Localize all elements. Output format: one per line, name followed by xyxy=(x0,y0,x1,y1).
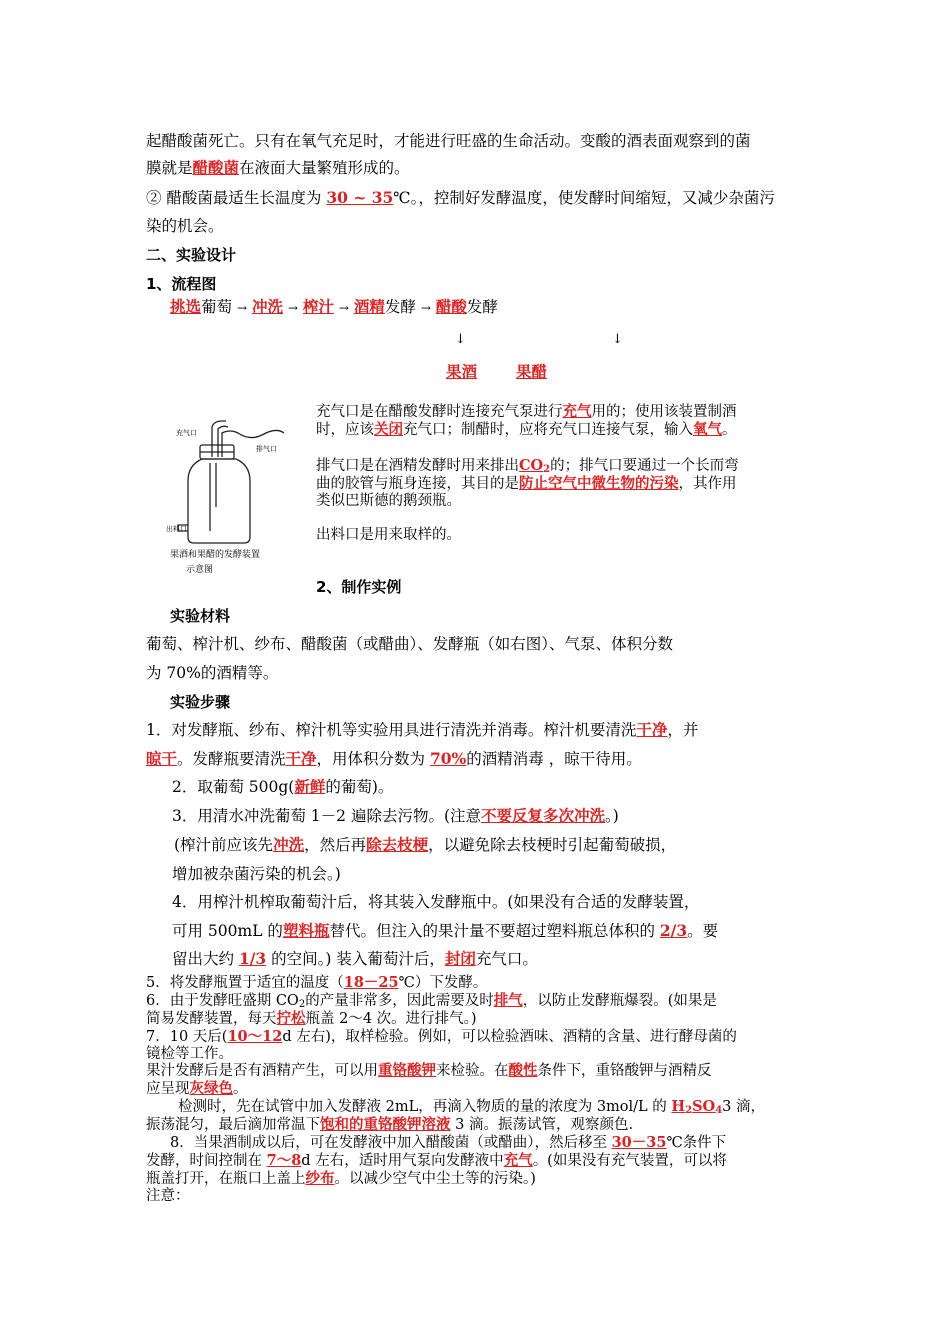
step-line: 3．用清水冲洗葡萄 1－2 遍除去污物。(注意不要反复多次冲洗。) xyxy=(172,806,619,825)
note-label: 注意： xyxy=(146,1188,190,1204)
para-line: 葡萄、榨汁机、纱布、醋酸菌（或醋曲）、发酵瓶（如右图）、气泵、体积分数 xyxy=(146,635,674,653)
step-line: 增加被杂菌污染的机会。) xyxy=(172,865,341,883)
desc-line: 出料口是用来取样的。 xyxy=(316,527,461,543)
step-line: 检测时，先在试管中加入发酵液 2mL，再滴入物质的量的浓度为 3mol/L 的 $H_2SO_43$ 滴， xyxy=(178,1098,765,1116)
step-line: 2．取葡萄 500g(新鲜的葡萄)。 xyxy=(172,777,394,796)
desc-line: 类似巴斯德的鹅颈瓶。 xyxy=(316,493,461,509)
step-line: 8．当果酒制成以后，可在发酵液中加入醋酸菌（或醋曲），然后移至 30－35℃条件下 xyxy=(170,1134,727,1151)
step-line: 晾干。发酵瓶要清洗干净，用体积分数为 70%的酒精消毒 ，晾干待用。 xyxy=(146,749,642,768)
step-line: (榨汁前应该先冲洗，然后再除去枝梗，以避免除去枝梗时引起葡萄破损， xyxy=(174,835,677,854)
down-arrow-icon: ↓ xyxy=(455,332,466,347)
para-line: ② 醋酸菌最适生长温度为 30 ~ 35℃。，控制好发酵温度，使发酵时间缩短，又减少杂菌污 xyxy=(146,188,775,207)
para-line: 膜就是醋酸菌在液面大量繁殖形成的。 xyxy=(146,158,410,177)
figure-label: 出料口 xyxy=(166,525,187,533)
step-line: 瓶盖打开，在瓶口上盖上纱布。以减少空气中尘土等的污染。) xyxy=(146,1170,536,1187)
para-line: 为 70%的酒精等。 xyxy=(146,664,279,682)
arrow-icon: → xyxy=(420,301,431,315)
subsection-heading: 实验材料 xyxy=(170,607,231,625)
flow-chart: 挑选葡萄 → 冲洗 → 榨汁 → 酒精发酵 → 醋酸发酵 xyxy=(170,297,498,316)
desc-line: 充气口是在醋酸发酵时连接充气泵进行充气用的；使用该装置制酒 xyxy=(316,403,737,420)
keyword: 醋酸菌 xyxy=(192,158,240,177)
desc-line: 曲的胶管与瓶身连接，其目的是防止空气中微生物的污染，其作用 xyxy=(316,475,737,492)
step-line: 7．10 天后(10～12d 左右)，取样检验。例如，可以检验酒味、酒精的含量、进行酵母菌的 xyxy=(146,1028,737,1045)
subsection-heading: 实验步骤 xyxy=(170,693,231,711)
step-line: 留出大约 1/3 的空间。) 装入葡萄汁后，封闭充气口。 xyxy=(172,949,538,968)
flow-output: 果醋 xyxy=(516,362,548,381)
arrow-icon: → xyxy=(236,301,248,315)
para-line: 染的机会。 xyxy=(146,217,224,235)
arrow-icon: → xyxy=(338,301,349,315)
step-line: 5．将发酵瓶置于适宜的温度（18－25℃）下发酵。 xyxy=(146,974,488,991)
subsection-heading: 2、制作实例 xyxy=(316,578,402,596)
fermentation-device-figure xyxy=(166,407,306,582)
step-line: 可用 500mL 的塑料瓶替代。但注入的果汁量不要超过塑料瓶总体积的 2/3。要 xyxy=(172,921,719,940)
keyword: 30 ~ 35 xyxy=(326,188,394,207)
step-line: 果汁发酵后是否有酒精产生，可以用重铬酸钾来检验。在酸性条件下，重铬酸钾与酒精反 xyxy=(146,1062,712,1079)
step-line: 振荡混匀，最后滴加常温下饱和的重铬酸钾溶液 3 滴。振荡试管，观察颜色. xyxy=(146,1116,634,1133)
arrow-icon: → xyxy=(287,301,298,315)
step-line: 1．对发酵瓶、纱布、榨汁机等实验用具进行清洗并消毒。榨汁机要清洗干净，并 xyxy=(146,720,699,739)
section-heading: 二、实验设计 xyxy=(146,246,237,264)
step-line: 4．用榨汁机榨取葡萄汁后，将其装入发酵瓶中。(如果没有合适的发酵装置， xyxy=(172,893,700,911)
figure-caption: 示意图 xyxy=(186,565,214,575)
figure-label: 充气口 xyxy=(176,429,197,437)
figure-caption: 果酒和果醋的发酵装置 xyxy=(170,550,261,560)
step-line: 应呈现灰绿色。 xyxy=(146,1080,248,1097)
subsection-heading: 1、流程图 xyxy=(146,275,217,293)
step-line: 6．由于发酵旺盛期 $CO_2$的产量非常多，因此需要及时排气，以防止发酵瓶爆裂。(如果是 xyxy=(146,992,717,1010)
desc-line: 时，应该关闭充气口；制醋时，应将充气口连接气泵，输入氧气。 xyxy=(316,421,737,438)
step-line: 发酵，时间控制在 7～8d 左右，适时用气泵向发酵液中充气。(如果没有充气装置，可以将 xyxy=(146,1152,727,1169)
down-arrow-icon: ↓ xyxy=(612,332,623,347)
flow-output: 果酒 xyxy=(446,362,478,381)
para-line: 起醋酸菌死亡。只有在氧气充足时，才能进行旺盛的生命活动。变酸的酒表面观察到的菌 xyxy=(146,132,751,150)
figure-label: 排气口 xyxy=(256,445,277,453)
step-line: 简易发酵装置，每天拧松瓶盖 2～4 次。进行排气。) xyxy=(146,1010,477,1027)
desc-line: 排气口是在酒精发酵时用来排出$CO_2$的；排气口要通过一个长而弯 xyxy=(316,457,739,475)
step-line: 镜检等工作。 xyxy=(146,1046,233,1062)
